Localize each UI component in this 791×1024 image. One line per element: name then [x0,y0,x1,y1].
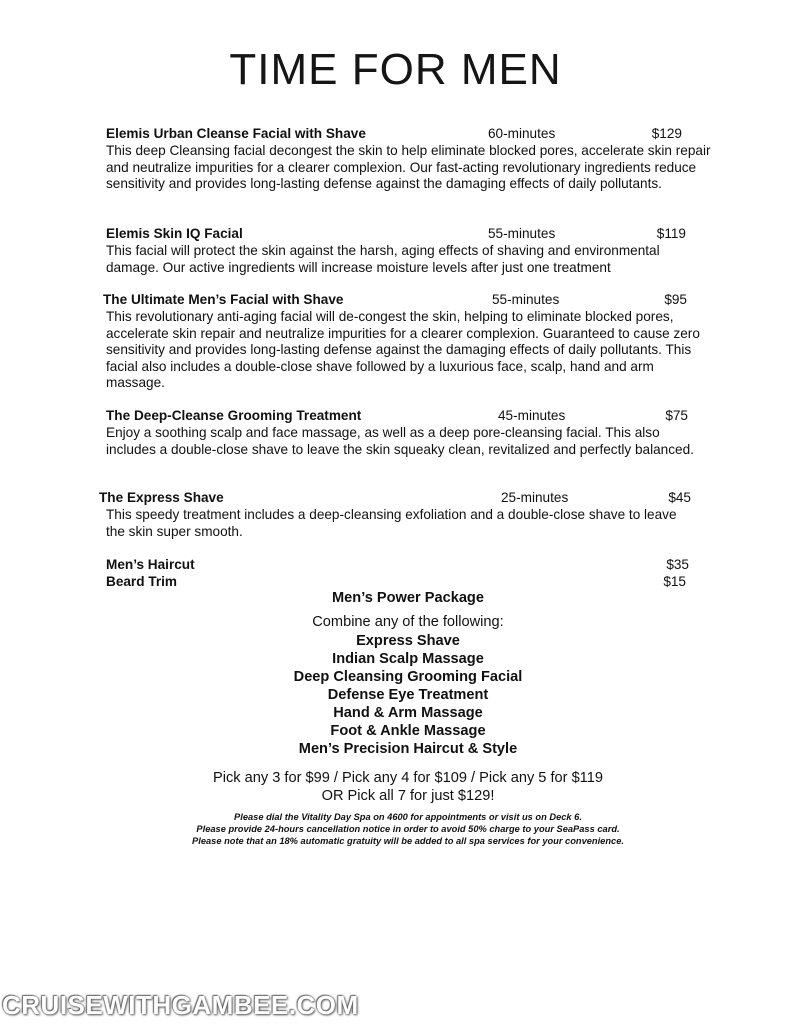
service-beard-trim [106,574,686,591]
package-item: Men’s Precision Haircut & Style [298,741,518,757]
service-price: $35 [666,557,689,572]
package-item: Indian Scalp Massage [332,651,484,667]
service-duration: 25-minutes [501,490,569,505]
service-name: The Deep-Cleanse Grooming Treatment [106,408,362,423]
package-pricing-line2: OR Pick all 7 for just $129! [321,788,495,804]
note-appointments: Please dial the Vitality Day Spa on 4600 for appointments or visit us on Deck 6. [234,812,582,822]
service-description: This facial will protect the skin against the harsh, aging effects of shaving and environmental damage. Our active ingredients will increase moisture levels after just one treatment [106,243,660,275]
footer-notes [0,811,791,847]
service-price: $129 [651,126,682,141]
package-items [0,632,791,758]
service-name: Elemis Urban Cleanse Facial with Shave [106,126,366,141]
service-duration: 60-minutes [488,126,556,141]
service-price: $95 [664,292,687,307]
package-item: Deep Cleansing Grooming Facial [293,669,523,685]
service-duration: 55-minutes [488,226,556,241]
service-duration: 55-minutes [492,292,560,307]
note-gratuity: Please note that an 18% automatic gratuity will be added to all spa services for your convenience. [192,836,624,846]
service-description: This revolutionary anti-aging facial will de-congest the skin, helping to eliminate blocked pores, accelerate skin repair and neutralize impurities for a clearer complexion. Guaranteed to cause zero sensitivity and provides long-lasting defense against the damaging effects of daily pollutants. This facial also includes a double-close shave followed by a luxurious face, scalp, hand and arm massage. [106,309,700,391]
service-deep-cleanse [106,408,706,458]
service-description: This speedy treatment includes a deep-cleansing exfoliation and a double-close shave to leave the skin super smooth. [106,507,677,539]
service-price: $75 [665,408,688,423]
service-name: The Express Shave [99,490,224,505]
service-skin-iq [106,226,706,276]
package-item: Hand & Arm Massage [333,705,483,721]
service-description: Enjoy a soothing scalp and face massage, as well as a deep pore-cleansing facial. This also includes a double-close shave to leave the skin squeaky clean, revitalized and perfectly balanced. [106,425,694,457]
package-title: Men’s Power Package [332,590,484,606]
package-item: Express Shave [356,633,460,649]
service-price: $15 [663,574,686,589]
service-description: This deep Cleansing facial decongest the skin to help eliminate blocked pores, accelerate skin repair and neutralize impurities for a clearer complexion. Our fast-acting revolutionary ingredients reduce sensitivity and provides long-lasting defense against the damaging effects of daily pollutants. [106,143,711,192]
watermark: CRUISEWITHGAMBEE.COM [2,990,359,1020]
service-duration: 45-minutes [498,408,566,423]
package-pricing-line1: Pick any 3 for $99 / Pick any 4 for $109 / Pick any 5 for $119 [213,770,603,786]
service-urban-cleanse [106,126,712,193]
service-name: Elemis Skin IQ Facial [106,226,243,241]
service-name: The Ultimate Men’s Facial with Shave [103,292,344,307]
service-haircut [106,557,689,574]
service-price: $45 [668,490,691,505]
service-name: Beard Trim [106,574,178,589]
page-title: TIME FOR MEN [229,45,562,94]
note-cancellation: Please provide 24-hours cancellation notice in order to avoid 50% charge to your SeaPass card. [196,824,620,834]
service-express-shave [99,490,699,540]
service-name: Men’s Haircut [106,557,195,572]
package-item: Foot & Ankle Massage [330,723,486,739]
service-price: $119 [656,226,686,241]
service-ultimate-facial [103,292,707,392]
package-intro: Combine any of the following: [312,614,504,630]
package-item: Defense Eye Treatment [327,687,489,703]
